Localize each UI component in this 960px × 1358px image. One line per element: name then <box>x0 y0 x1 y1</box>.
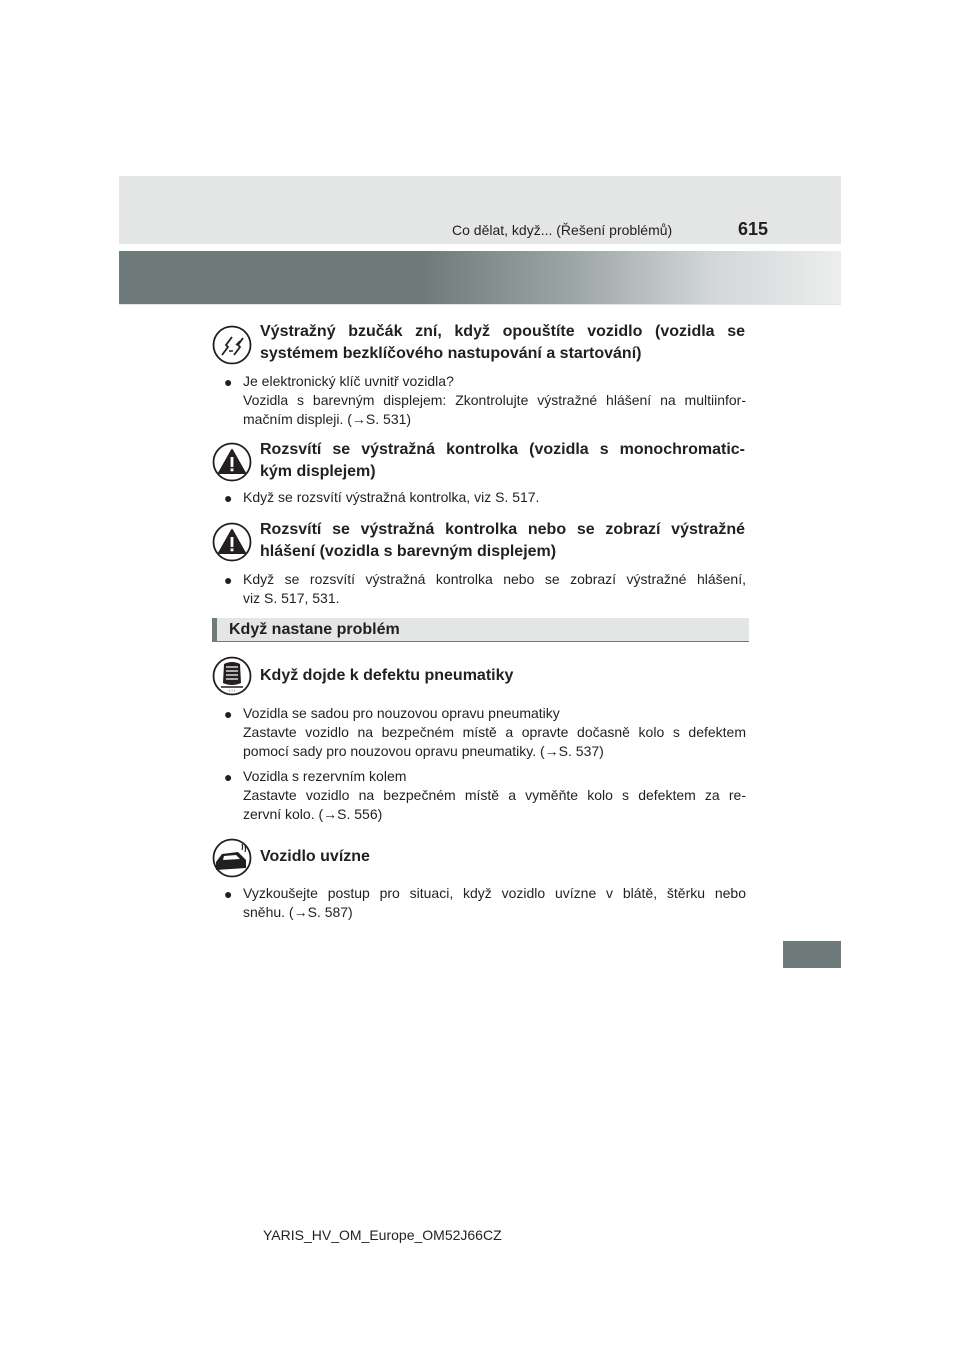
warning-triangle-icon <box>212 522 252 562</box>
section-header <box>212 618 749 642</box>
bullet-icon: ● <box>224 886 233 902</box>
heading-key-buzzer: Výstražný bzučák zní, když opouštíte vozidlo (vozidla se systémem bezklíčového nastupování a startování) <box>260 323 745 362</box>
heading-warning-light-color: Rozsvítí se výstražná kontrolka nebo se zobrazí výstražné hlášení (vozidla s barevným displejem) <box>260 521 745 560</box>
bullet-icon: ● <box>224 706 233 722</box>
svg-text:! ! !: ! ! ! <box>229 688 235 693</box>
document-code: YARIS_HV_OM_Europe_OM52J66CZ <box>263 1227 502 1243</box>
heading-warning-light-mono: Rozsvítí se výstražná kontrolka (vozidla s monochromatic- kým displejem) <box>260 441 745 480</box>
chapter-title: Co dělat, když... (Řešení problémů) <box>452 222 673 238</box>
page-number: 615 <box>738 219 769 239</box>
bullet-icon: ● <box>224 374 233 390</box>
header-divider <box>119 304 841 305</box>
heading-flat-tire: Když dojde k defektu pneumatiky <box>260 667 514 684</box>
key-warning-icon <box>212 325 252 365</box>
flat-tire-icon <box>212 656 252 696</box>
body-stuck-vehicle: Vyzkoušejte postup pro situaci, když vozidlo uvízne v blátě, štěrku nebo sněhu. (→S. 587) <box>243 885 746 920</box>
body-warning-light-color: Když se rozsvítí výstražná kontrolka nebo se zobrazí výstražné hlášení, viz S. 517, 531. <box>243 571 746 606</box>
bullet-icon: ● <box>224 572 233 588</box>
bullet-icon: ● <box>224 490 233 506</box>
chapter-tab <box>783 941 841 968</box>
heading-stuck-vehicle: Vozidlo uvízne <box>260 848 370 865</box>
stuck-car-icon <box>212 838 252 878</box>
body-flat-tire-spare: Vozidla s rezervním kolem Zastavte vozidlo na bezpečném místě a vyměňte kolo s defektem za re- zervní kolo. (→S. 556) <box>243 768 746 822</box>
body-key-buzzer: Je elektronický klíč uvnitř vozidla? Vozidla s barevným displejem: Zkontrolujte výstražné hlášení na multiinfor- mačním displeji. (→S. 531) <box>243 373 746 427</box>
body-warning-light-mono: Když se rozsvítí výstražná kontrolka, viz S. 517. <box>243 489 540 505</box>
bullet-icon: ● <box>224 769 233 785</box>
body-flat-tire-kit: Vozidla se sadou pro nouzovou opravu pneumatiky Zastavte vozidlo na bezpečném místě a opravte dočasně kolo s defektem pomocí sady pro nouzovou opravu pneumatiky. (→S. 537) <box>243 705 746 759</box>
header-gradient-band <box>119 251 841 304</box>
warning-triangle-icon <box>212 442 252 482</box>
section-title: Když nastane problém <box>229 621 400 638</box>
